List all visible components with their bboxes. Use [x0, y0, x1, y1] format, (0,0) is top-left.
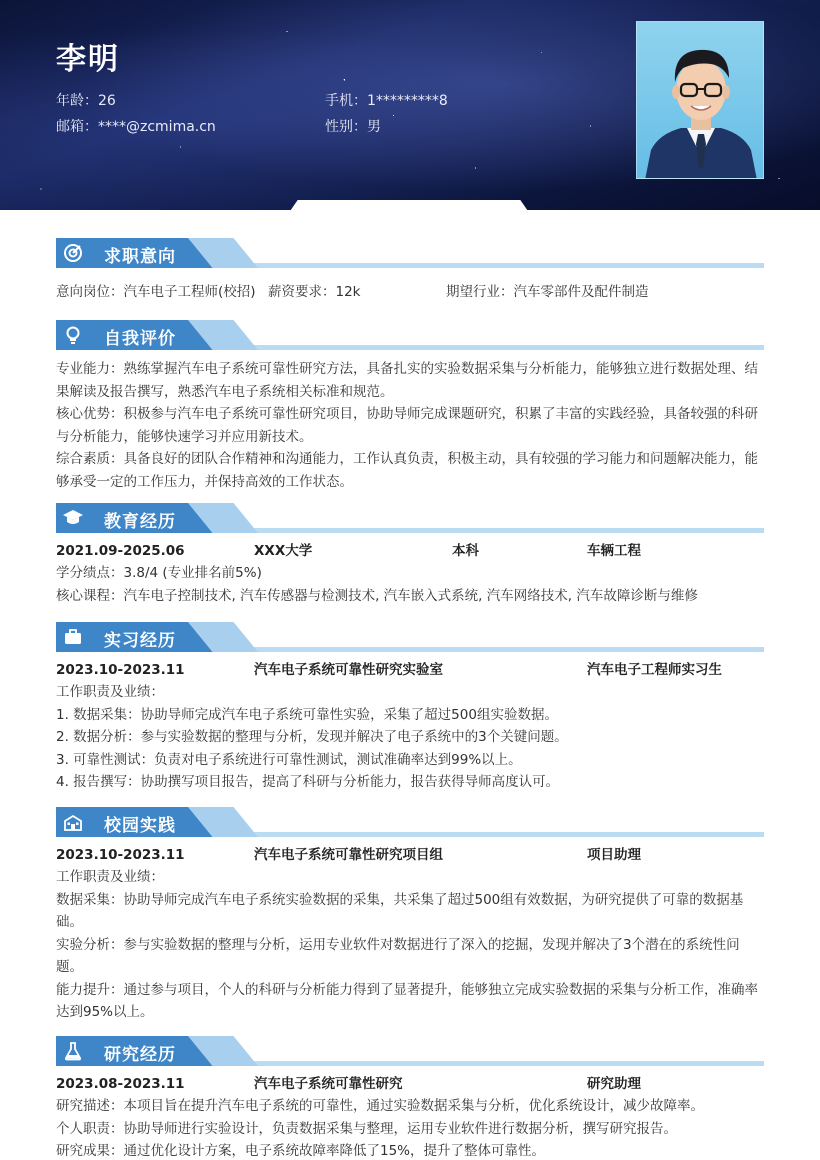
- age-field: 年龄：26: [56, 93, 116, 109]
- briefcase-icon: [62, 626, 84, 648]
- intern-line: 工作职责及业绩：: [56, 684, 164, 700]
- section-self-evaluation: [56, 320, 764, 493]
- research-date: 2023.08-2023.11: [56, 1076, 185, 1092]
- lightbulb-icon: [62, 324, 84, 346]
- header-notch: [288, 200, 530, 210]
- section-header: [56, 1036, 764, 1068]
- email-field: 邮箱：****@zcmima.cn: [56, 119, 216, 135]
- edu-courses: 核心课程：汽车电子控制技术, 汽车传感器与检测技术, 汽车嵌入式系统, 汽车网络技术, 汽车故障诊断与维修: [56, 587, 698, 604]
- campus-line: 数据采集：协助导师完成汽车电子系统实验数据的采集，共采集了超过500组有效数据，为研究提供了可靠的数据基础。: [56, 891, 744, 930]
- profile-photo: [636, 21, 764, 179]
- intern-line: 2. 数据分析：参与实验数据的整理与分析，发现并解决了电子系统中的3个关键问题。: [56, 729, 568, 745]
- section-title: 校园实践: [104, 816, 176, 836]
- edu-degree: 本科: [452, 543, 479, 559]
- campus-org: 汽车电子系统可靠性研究项目组: [254, 847, 443, 863]
- flask-icon: [62, 1040, 84, 1062]
- section-header: [56, 503, 764, 535]
- research-line: 个人职责：协助导师进行实验设计，负责数据采集与整理，运用专业软件进行数据分析，撰写研究报告。: [56, 1120, 677, 1137]
- research-org: 汽车电子系统可靠性研究: [254, 1076, 403, 1092]
- self-professional: 专业能力：熟练掌握汽车电子系统可靠性研究方法，具备扎实的实验数据采集与分析能力，能够独立进行数据处理、结果解读及报告撰写，熟悉汽车电子系统相关标准和规范。: [56, 361, 758, 400]
- campus-date: 2023.10-2023.11: [56, 847, 185, 863]
- edu-gpa: 学分绩点：3.8/4 (专业排名前5%): [56, 565, 262, 581]
- intern-line: 1. 数据采集：协助导师完成汽车电子系统可靠性实验，采集了超过500组实验数据。: [56, 706, 558, 723]
- intern-role: 汽车电子工程师实习生: [587, 662, 722, 678]
- resume-header: [0, 0, 820, 210]
- section-title: 自我评价: [104, 329, 176, 349]
- edu-school: XXX大学: [254, 543, 313, 559]
- candidate-name: 李明: [56, 42, 120, 77]
- section-education: [56, 503, 764, 607]
- intern-line: 3. 可靠性测试：负责对电子系统进行可靠性测试，测试准确率达到99%以上。: [56, 751, 522, 768]
- target-icon: [62, 242, 84, 264]
- section-title: 教育经历: [104, 512, 176, 532]
- section-title: 求职意向: [104, 247, 176, 267]
- self-quality: 综合素质：具备良好的团队合作精神和沟通能力，工作认真负责，积极主动，具有较强的学习能力和问题解决能力，能够承受一定的工作压力，并保持高效的工作状态。: [56, 451, 758, 490]
- campus-role: 项目助理: [587, 847, 641, 863]
- edu-major: 车辆工程: [587, 543, 641, 559]
- school-building-icon: [62, 811, 84, 833]
- section-header: [56, 320, 764, 352]
- research-role: 研究助理: [587, 1076, 641, 1092]
- section-research: [56, 1036, 764, 1160]
- campus-line: 能力提升：通过参与项目，个人的科研与分析能力得到了显著提升，能够独立完成实验数据的采集与分析工作，准确率达到95%以上。: [56, 981, 758, 1020]
- research-line: 研究描述：本项目旨在提升汽车电子系统的可靠性，通过实验数据采集与分析，优化系统设计，减少故障率。: [56, 1098, 704, 1114]
- intent-salary: 薪资要求：12k: [268, 284, 361, 300]
- section-header: [56, 238, 764, 270]
- graduation-cap-icon: [62, 507, 84, 529]
- phone-field: 手机：1*********8: [325, 93, 448, 109]
- gender-field: 性别：男: [325, 119, 381, 135]
- section-title: 研究经历: [104, 1045, 176, 1065]
- intern-line: 4. 报告撰写：协助撰写项目报告，提高了科研与分析能力，报告获得导师高度认可。: [56, 774, 560, 790]
- section-header: [56, 622, 764, 654]
- edu-date: 2021.09-2025.06: [56, 543, 185, 559]
- section-header: [56, 807, 764, 839]
- research-line: 研究成果：通过优化设计方案，电子系统故障率降低了15%，提升了整体可靠性。: [56, 1143, 546, 1159]
- campus-line: 实验分析：参与实验数据的整理与分析，运用专业软件对数据进行了深入的挖掘，发现并解决了3个潜在的系统性问题。: [56, 936, 740, 975]
- section-campus-practice: [56, 807, 764, 1024]
- section-job-intent: [56, 238, 764, 303]
- intern-org: 汽车电子系统可靠性研究实验室: [254, 662, 443, 678]
- intent-industry: 期望行业：汽车零部件及配件制造: [446, 284, 649, 300]
- self-advantage: 核心优势：积极参与汽车电子系统可靠性研究项目，协助导师完成课题研究，积累了丰富的实践经验，具备较强的科研与分析能力，能够快速学习并应用新技术。: [56, 406, 758, 445]
- intern-date: 2023.10-2023.11: [56, 662, 185, 678]
- section-title: 实习经历: [104, 631, 176, 651]
- section-internship: [56, 622, 764, 794]
- campus-line: 工作职责及业绩：: [56, 869, 164, 885]
- intent-position: 意向岗位：汽车电子工程师(校招): [56, 284, 256, 300]
